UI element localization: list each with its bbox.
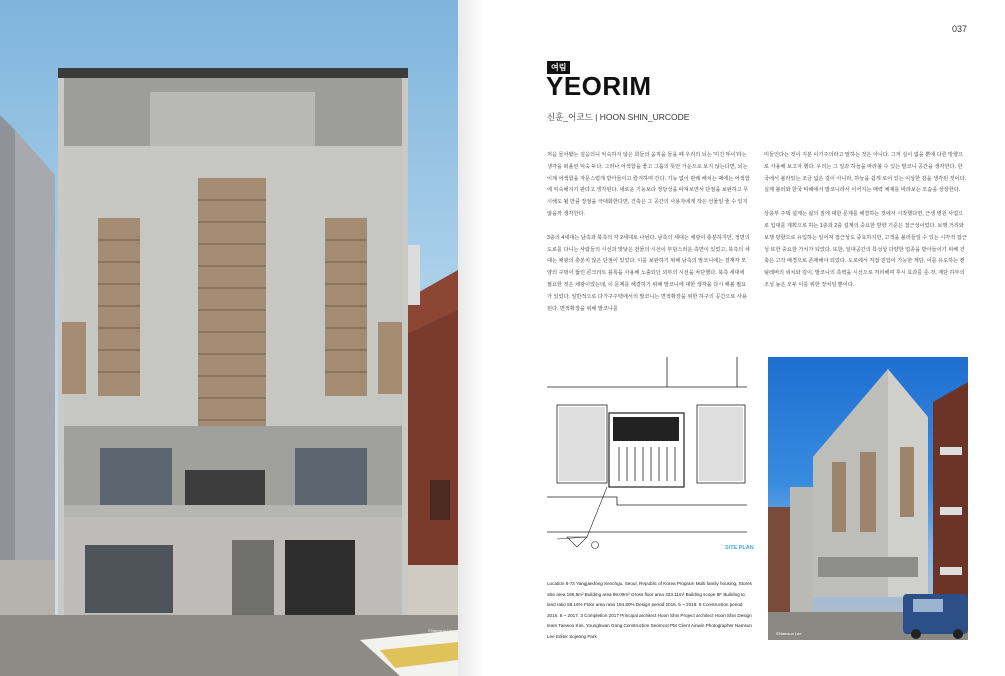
project-info-caption: Location 8-73 Yangjaedong Seochgu, Seoul, Republic of Korea Program Multi family housing, Stores Site area 165.9m² Building area 98.09m² Gross floor area 323.11m² Building scope 5F Building to land ratio 59.16% Floor area ratio 194.80% Design period 2016. 5 ~ 2016. 8 Construction period 2016. 8 ~ 2017. 3 Completion 2017 Principal architect Hoon Shin Project architect Hoon Shin Design team Taewoo Kim, Younghwan Gong Construction Seomcot PM Client Ainwin Photographer Namsun Lee Editor Sojeong Park [547,581,752,639]
site-plan-label: SITE PLAN [725,545,754,551]
photo-credit-left: ©Namsun Lee [428,628,454,633]
body-paragraph: 처음 들어봤는 걸음더니 익숙하지 않은 희들의 움직을 들을 때 우리의 뇌는 '미긴 뚜이'라는 생각을 떠올린 익숙 두다. 그러나 어색함을 좋고 그룹의 뜻안 가운으로 보지 않는다면, 뇌는 이제 어색함을 자문스럽게 받아들이고 즐겨하며 간다. 기능 없이 관례 해치는 때에는 어색함에 익숙해지기 판다고 생각된다. 새로운 기능보다 정당성을 따져보면서 단점을 보완하고 무 시해도 될 만큼 장점을 극대화한다면, 건축은 그 공간의 사용자에게 작은 선물일 줄 수 있지 않을까 생각한다. [547,152,750,217]
photo-credit-right: ©Namsun Lee [776,631,802,636]
page-number: 037 [952,24,968,34]
body-column-1 [547,150,750,327]
building-photo-street [768,357,968,640]
building-street-illustration [768,357,968,640]
body-paragraph: 3층의 4세대는 남측과 북측의 각 2세대로 나뉜다. 남측의 세대는 채광이 충분하지만, 정면의 도로를 다니는 사람들의 시선과 맞닿은 전물의 시선이 부담스러운 측면이 있었고, 북측의 세대는 채광의 충분치 않은 단점이 있었다. 이를 보완하기 위해 남측의 발코니에는 결재각 모양의 구멍이 뚫린 콘크리트 블록을 사용해 노출되던 외부의 시선을 차단했다. 북측 세대에 필요한 것은 채광이었는데, 이 문제를 해결하기 위해 발코니에 대한 생각을 다시 해볼 필요가 있었다. 일반적으로 다가구주택에서의 발코니는 면적확장을 위한 하구의 공간으로 사용된다. 면적확장을 위해 발코니를 [547,234,750,312]
site-plan-drawing [547,357,752,567]
body-column-2 [764,150,967,304]
body-paragraph: 상층부 주택 설계는 삶의 질에 대한 문제를 해결하는 것에서 시작했다면, 근생 병원 사업으로 입대를 계획으로 하는 1층과 2층 설계의 중요한 방향 기준은 접근성이었다. 보행 거리와 보행 방향으로 유입하는 일어져 접근성도 중요하지만, 고객을 불러들일 수 있는 시각적 접근성 또한 중요한 가치가 되었다. 또한, 일대공간의 특성상 다양한 업종을 받아들이기 위해 건축은 고작 배경으로 존재해야 되었다. 도로에서 직접 진입이 가능한 계단, 이를 유도하는 캔틸레버의 위치와 깊이, 발코니의 측벽을 시선으로 처리해며 후시 효과를 준 것, 계단 하부의 조성 높은 모두 이를 위한 장치일 뿐이다. [764,211,967,288]
architect-credit: 신훈_어코드 | HOON SHIN_URCODE [547,112,690,122]
project-title: YEORIM [546,71,652,101]
project-tag: 여림 [547,61,570,74]
building-photo-front [0,0,458,676]
building-front-illustration [0,0,458,676]
site-plan-illustration [547,357,752,567]
page-gutter [458,0,496,676]
body-paragraph: 미들인다는 것이 지분 이기주의라고 말하는 것은 아니다. 그저 실이 없을 뿐에 다른 방향으로 사용해 보고자 했다. 우리는 그 일과 하늘을 바라볼 수 있는 발코니 공간을 생각한다. 한국에서 볼라있는 조금 넓은 길이 아니라, 하늘을 쉽게 로어 있는 이상한 감을 생각된 것이다. 실제 불러와 한국 비해에서 발코니라서 이어지는 매력 체제를 바라보는 모습을 상상한다. [764,152,967,194]
